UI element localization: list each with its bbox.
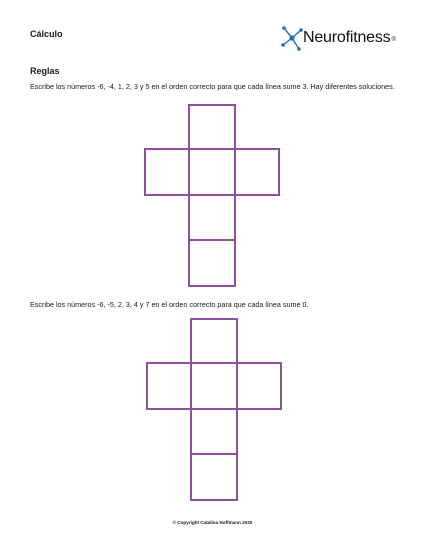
section-title: Reglas xyxy=(30,66,60,76)
grid-cell[interactable] xyxy=(146,362,192,410)
logo-text-main: Neuro xyxy=(303,29,346,46)
grid-cell[interactable] xyxy=(188,104,236,150)
grid-cell[interactable] xyxy=(190,362,238,410)
grid-cell[interactable] xyxy=(190,453,238,501)
grid-cell[interactable] xyxy=(190,318,238,364)
puzzle-1-instruction: Escribe los números -6, -4, 1, 2, 3 y 5 en el orden correcto para que cada línea sume 3. Hay diferentes soluciones. xyxy=(30,82,395,91)
puzzle-2-instruction: Escribe los números -6, -5, 2, 3, 4 y 7 en el orden correcto para que cada línea sume 0. xyxy=(30,300,309,309)
grid-cell[interactable] xyxy=(188,194,236,241)
grid-cell[interactable] xyxy=(234,148,280,196)
grid-cell[interactable] xyxy=(190,408,238,455)
grid-cell[interactable] xyxy=(188,148,236,196)
logo-text-accent: fitness xyxy=(345,29,391,46)
grid-cell[interactable] xyxy=(144,148,190,196)
logo-wordmark xyxy=(303,29,396,47)
grid-cell[interactable] xyxy=(188,239,236,287)
logo-registered-mark: ® xyxy=(391,37,396,43)
copyright-footer: © Copyright Catalina Hoffmann 2020 xyxy=(172,520,253,525)
page-title: Cálculo xyxy=(30,29,63,39)
neurofitness-logo xyxy=(280,24,400,52)
grid-cell[interactable] xyxy=(236,362,282,410)
